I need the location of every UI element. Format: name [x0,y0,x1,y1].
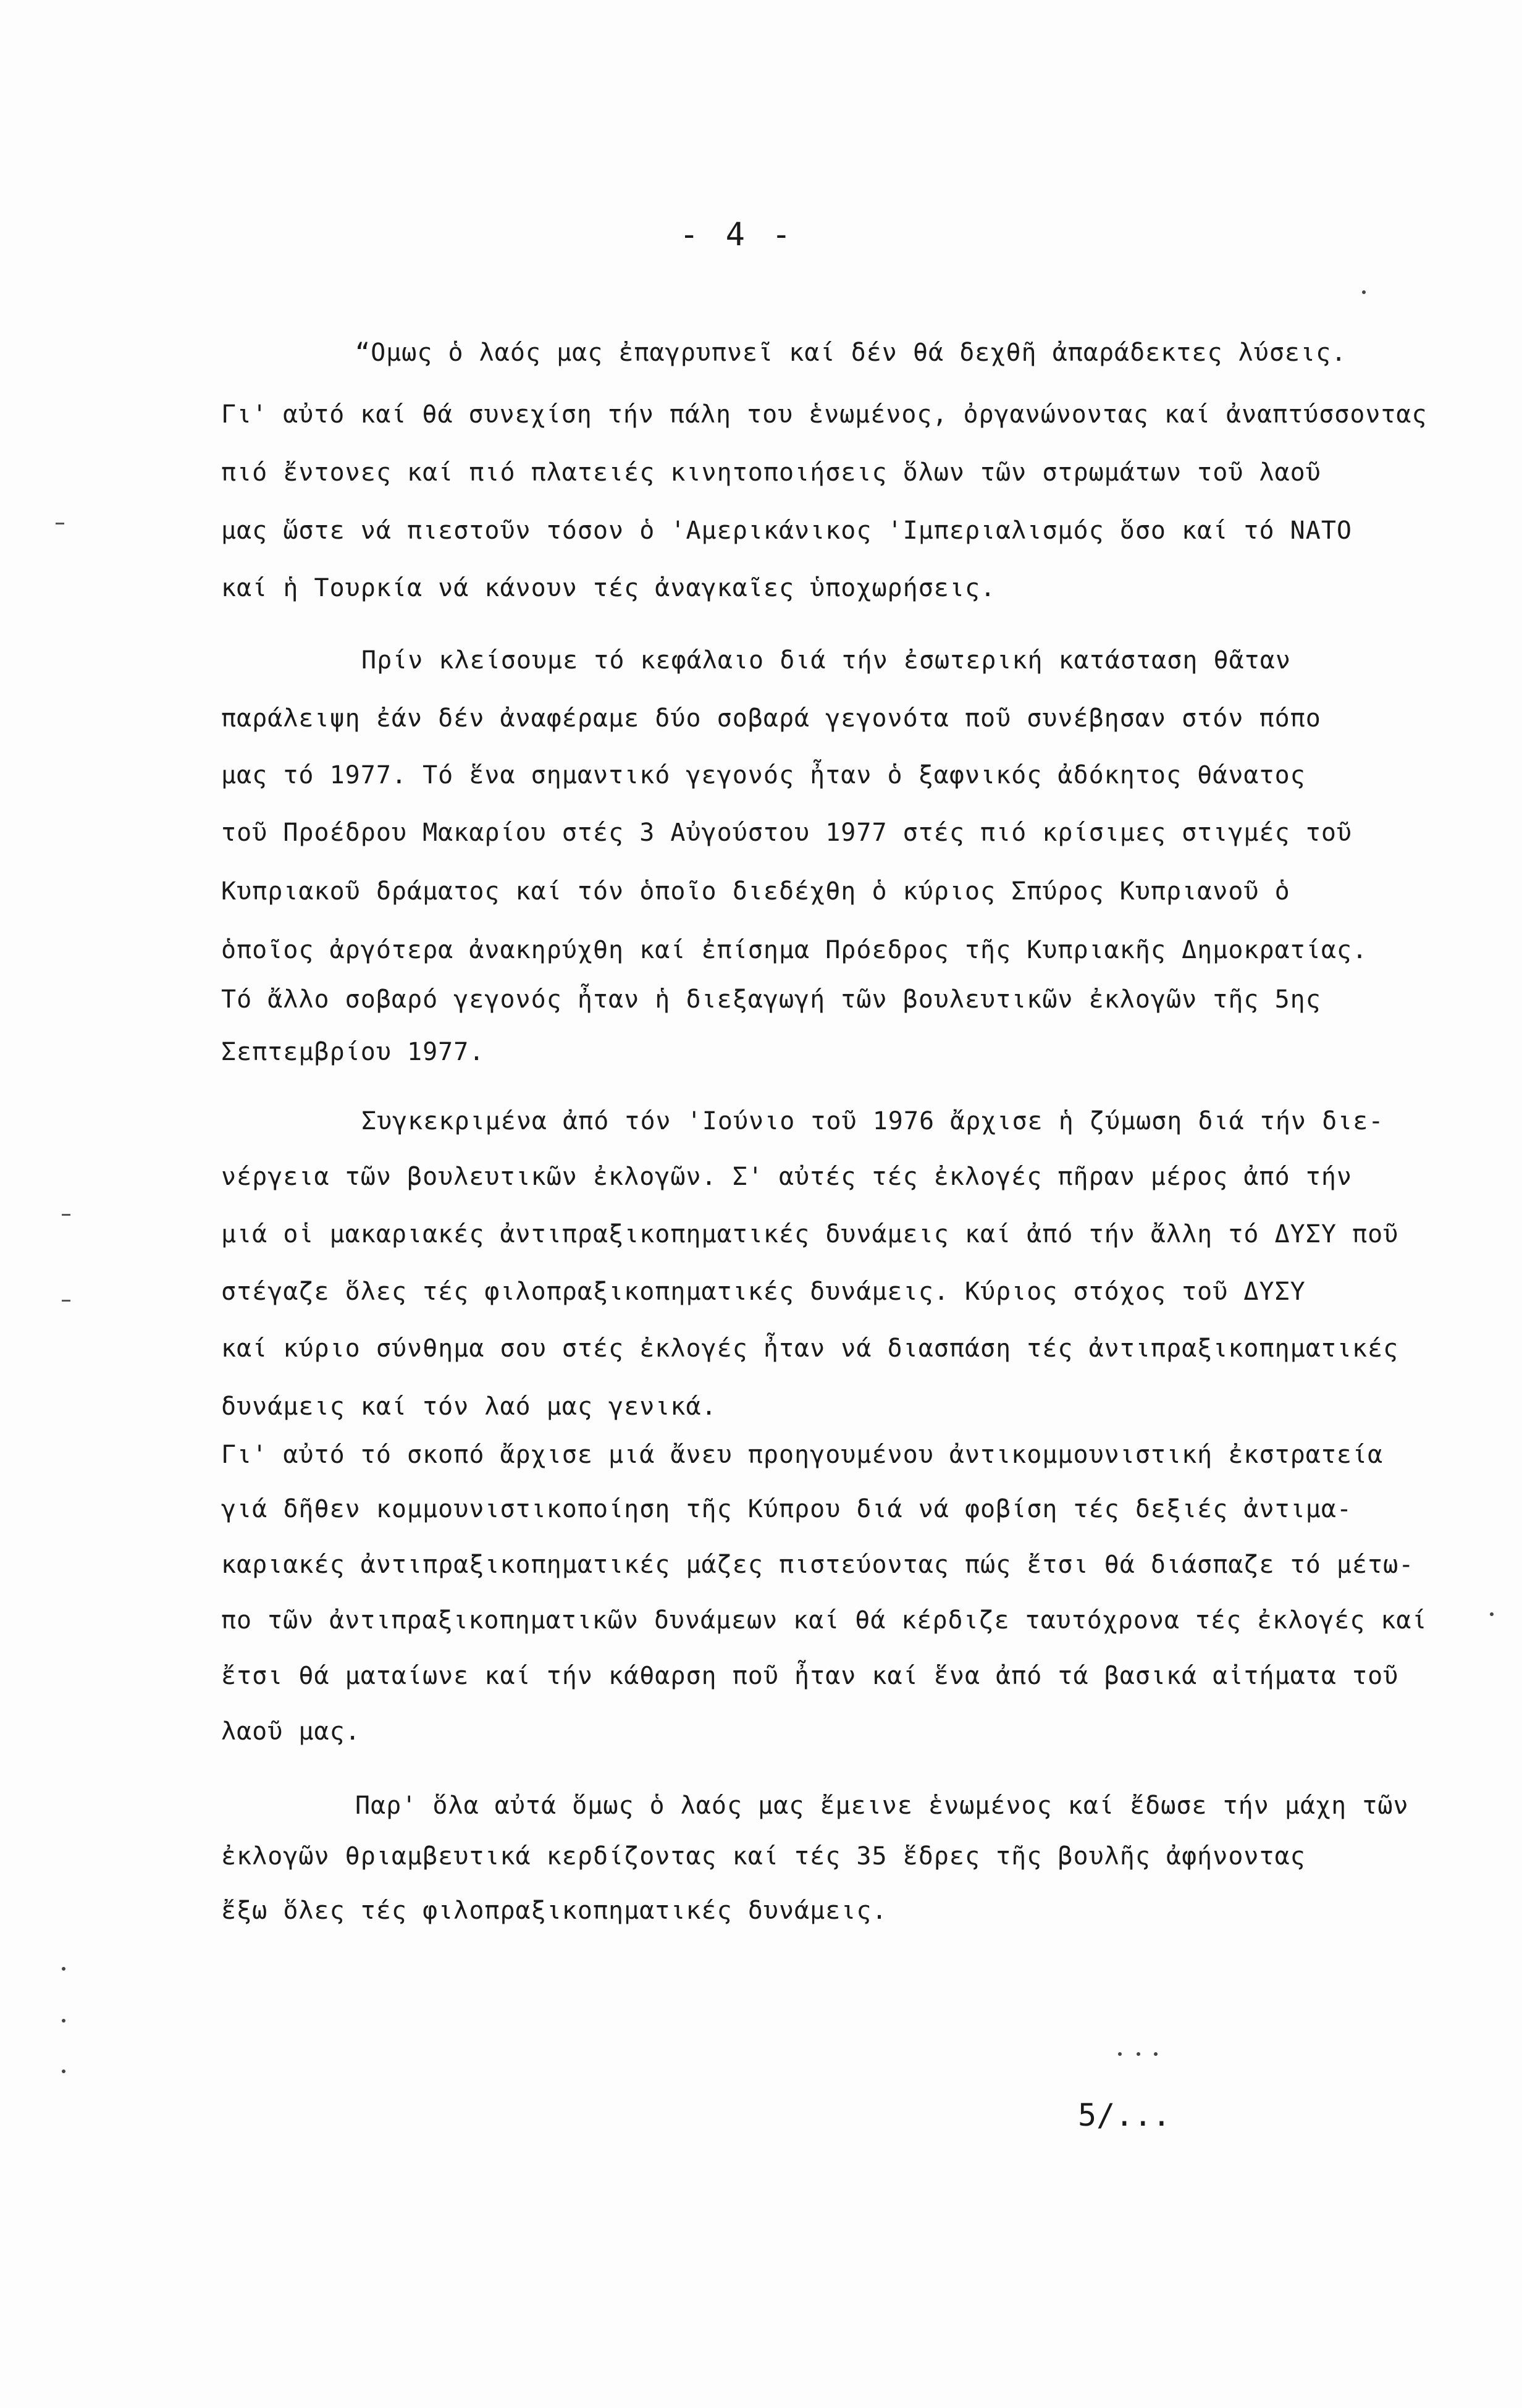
text-line: πο τῶν ἀντιπραξικοπηματικῶν δυνάμεων καί θά κέρδιζε ταυτόχρονα τές ἐκλογές καί [221,1606,1427,1635]
scan-speck [1137,2052,1140,2056]
page-number: - 4 - [679,216,795,253]
scan-speck [62,1967,65,1971]
text-line: δυνάμεις καί τόν λαό μας γενικά. [221,1392,717,1421]
scan-speck [1154,2052,1158,2056]
text-line: Πρίν κλείσουμε τό κεφάλαιο διά τήν ἐσωτερική κατάσταση θᾶταν [361,646,1291,675]
scan-speck [1490,1612,1494,1616]
text-line: Γι' αὐτό τό σκοπό ἄρχισε μιά ἄνευ προηγουμένου ἀντικομμουνιστική ἐκστρατεία [221,1441,1384,1469]
text-line: πιό ἔντονες καί πιό πλατειές κινητοποιήσεις ὅλων τῶν στρωμάτων τοῦ λαοῦ [221,458,1321,487]
text-line: καριακές ἀντιπραξικοπηματικές μάζες πιστεύοντας πώς ἔτσι θά διάσπαζε τό μέτω- [221,1551,1415,1579]
text-line: τοῦ Προέδρου Μακαρίου στές 3 Αὐγούστου 1977 στές πιό κρίσιμες στιγμές τοῦ [221,819,1352,847]
text-line: Κυπριακοῦ δράματος καί τόν ὁποῖο διεδέχθη ὁ κύριος Σπύρος Κυπριανοῦ ὁ [221,877,1290,906]
text-line: Συγκεκριμένα ἀπό τόν 'Ιούνιο τοῦ 1976 ἄρχισε ἡ ζύμωση διά τήν διε- [361,1107,1384,1135]
text-line: ἔτσι θά ματαίωνε καί τήν κάθαρση ποῦ ἦταν καί ἕνα ἀπό τά βασικά αἰτήματα τοῦ [221,1662,1399,1690]
text-line: γιά δῆθεν κομμουνιστικοποίηση τῆς Κύπρου διά νά φοβίση τές δεξιές ἀντιμα- [221,1495,1352,1523]
text-line: Παρ' ὅλα αὐτά ὅμως ὁ λαός μας ἔμεινε ἑνωμένος καί ἔδωσε τήν μάχη τῶν [355,1791,1409,1820]
scan-speck [62,2019,65,2023]
scan-speck [62,2069,65,2073]
scan-mark [62,1214,70,1216]
text-line: Τό ἄλλο σοβαρό γεγονός ἦταν ἡ διεξαγωγή τῶν βουλευτικῶν ἐκλογῶν τῆς 5ης [221,985,1321,1014]
text-line: μας τό 1977. Τό ἕνα σημαντικό γεγονός ἦταν ὁ ξαφνικός ἀδόκητος θάνατος [221,761,1306,789]
text-line: Γι' αὐτό καί θά συνεχίση τήν πάλη του ἑνωμένος, ὀργανώνοντας καί ἀναπτύσσοντας [221,400,1427,429]
text-line: νέργεια τῶν βουλευτικῶν ἐκλογῶν. Σ' αὐτές τές ἐκλογές πῆραν μέρος ἀπό τήν [221,1163,1352,1191]
text-line: στέγαζε ὅλες τές φιλοπραξικοπηματικές δυνάμεις. Κύριος στόχος τοῦ ΔΥΣΥ [221,1278,1306,1306]
text-line: καί ἡ Τουρκία νά κάνουν τές ἀναγκαῖες ὑποχωρήσεις. [221,574,996,602]
scan-mark [62,1300,70,1302]
continuation-marker: 5/... [1078,2097,1171,2133]
text-line: “Ομως ὁ λαός μας ἐπαγρυπνεῖ καί δέν θά δεχθῆ ἀπαράδεκτες λύσεις. [355,339,1347,367]
text-line: μιά οἱ μακαριακές ἀντιπραξικοπηματικές δυνάμεις καί ἀπό τήν ἄλλη τό ΔΥΣΥ ποῦ [221,1220,1399,1248]
text-line: ἐκλογῶν θριαμβευτικά κερδίζοντας καί τές 35 ἕδρες τῆς βουλῆς ἀφήνοντας [221,1842,1306,1871]
scan-speck [1362,290,1366,294]
scan-mark [56,523,64,524]
text-line: μας ὥστε νά πιεστοῦν τόσον ὁ 'Αμερικάνικος 'Ιμπεριαλισμός ὅσο καί τό ΝΑΤΟ [221,516,1352,545]
text-line: Σεπτεμβρίου 1977. [221,1038,485,1066]
text-line: ἔξω ὅλες τές φιλοπραξικοπηματικές δυνάμεις. [221,1897,888,1925]
scan-speck [1118,2052,1122,2056]
text-line: παράλειψη ἐάν δέν ἀναφέραμε δύο σοβαρά γεγονότα ποῦ συνέβησαν στόν πόπο [221,704,1321,733]
text-line: ὁποῖος ἀργότερα ἀνακηρύχθη καί ἐπίσημα Πρόεδρος τῆς Κυπριακῆς Δημοκρατίας. [221,936,1368,964]
text-line: καί κύριο σύνθημα σου στές ἐκλογές ἦταν νά διασπάση τές ἀντιπραξικοπηματικές [221,1334,1399,1363]
text-line: λαοῦ μας. [221,1717,361,1746]
